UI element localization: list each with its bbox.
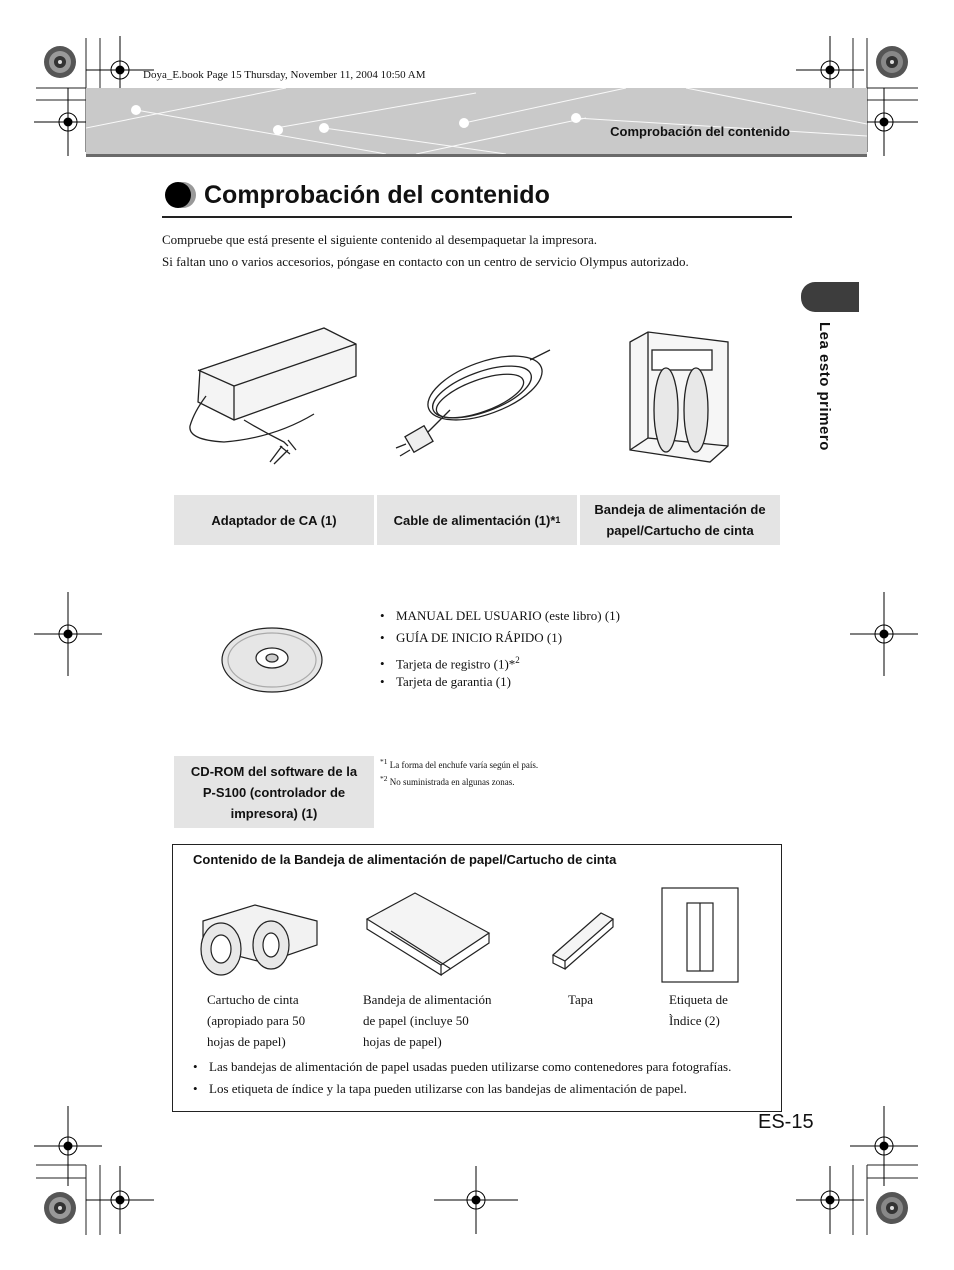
side-tab-label: Lea esto primero [816, 322, 833, 451]
book-info-line: Doya_E.book Page 15 Thursday, November 11, 2004 10:50 AM [143, 69, 426, 81]
cdrom-image [220, 624, 324, 696]
box-title: Contenido de la Bandeja de alimentación de papel/Cartucho de cinta [193, 852, 617, 867]
ribbon-cartridge-image [195, 901, 321, 981]
tape-image [549, 909, 619, 973]
tray-contents-box [172, 844, 782, 1112]
footnote-1: $^{*1}$ La forma del enchufe varía según el país. [380, 757, 539, 770]
side-tab-marker [801, 282, 859, 312]
item-label-ac-adapter: Adaptador de CA (1) [174, 495, 374, 545]
paper-tray-image [361, 889, 491, 979]
list-item: • GUÍA DE INICIO RÁPIDO (1) [380, 628, 620, 650]
item-label-paper-tray: Bandeja de alimentación de papel/Cartucho de cinta [580, 495, 780, 545]
footnotes [380, 755, 538, 789]
list-item: • Tarjeta de garantia (1) [380, 672, 620, 694]
page-number: ES-15 [758, 1111, 814, 1133]
item-label-power-cable: Cable de alimentación (1)* 1 [377, 495, 577, 545]
item-label-power-cable-text: Cable de alimentación (1)* [393, 512, 556, 528]
list-item: • MANUAL DEL USUARIO (este libro) (1) [380, 606, 620, 628]
title-bullet-icon [164, 180, 200, 210]
list-item: • Tarjeta de registro (1)*$^2$ [380, 650, 620, 672]
item-label-cdrom: CD-ROM del software de la P-S100 (controlador de impresora) (1) [174, 756, 374, 828]
power-cable-image [390, 340, 560, 460]
caption-index-label: Etiqueta de Ìndice (2) [669, 992, 728, 1028]
box-notes-list [193, 1057, 731, 1101]
list-item: • Los etiqueta de índice y la tapa pueden utilizarse con las bandejas de alimentación de papel. [193, 1079, 731, 1101]
header-section-title: Comprobación del contenido [610, 124, 790, 139]
header-band [86, 88, 867, 157]
intro-line-2: Si faltan uno o varios accesorios, póngase en contacto con un centro de servicio Olympus autorizado. [162, 254, 689, 269]
page-title: Comprobación del contenido [204, 181, 550, 209]
footnote-2: $^{*2}$ No suministrada en algunas zonas. [380, 774, 515, 787]
intro-line-1: Compruebe que está presente el siguiente contenido al desempaquetar la impresora. [162, 232, 597, 247]
caption-tape: Tapa [568, 992, 594, 1007]
footnote-ref-2: 2 [515, 655, 520, 665]
header-pattern [86, 88, 867, 154]
package-contents-list [380, 606, 620, 694]
caption-paper-tray: Bandeja de alimentación de papel (incluye 50 hojas de papel) [363, 992, 492, 1049]
list-item: • Las bandejas de alimentación de papel usadas pueden utilizarse como contenedores para fotografías. [193, 1057, 731, 1079]
title-block [162, 180, 792, 218]
paper-tray-ribbon-image [624, 326, 734, 466]
caption-ribbon-cartridge: Cartucho de cinta (apropiado para 50 hojas de papel) [207, 992, 306, 1049]
ac-adapter-image [184, 322, 364, 472]
index-label-image [661, 887, 739, 983]
